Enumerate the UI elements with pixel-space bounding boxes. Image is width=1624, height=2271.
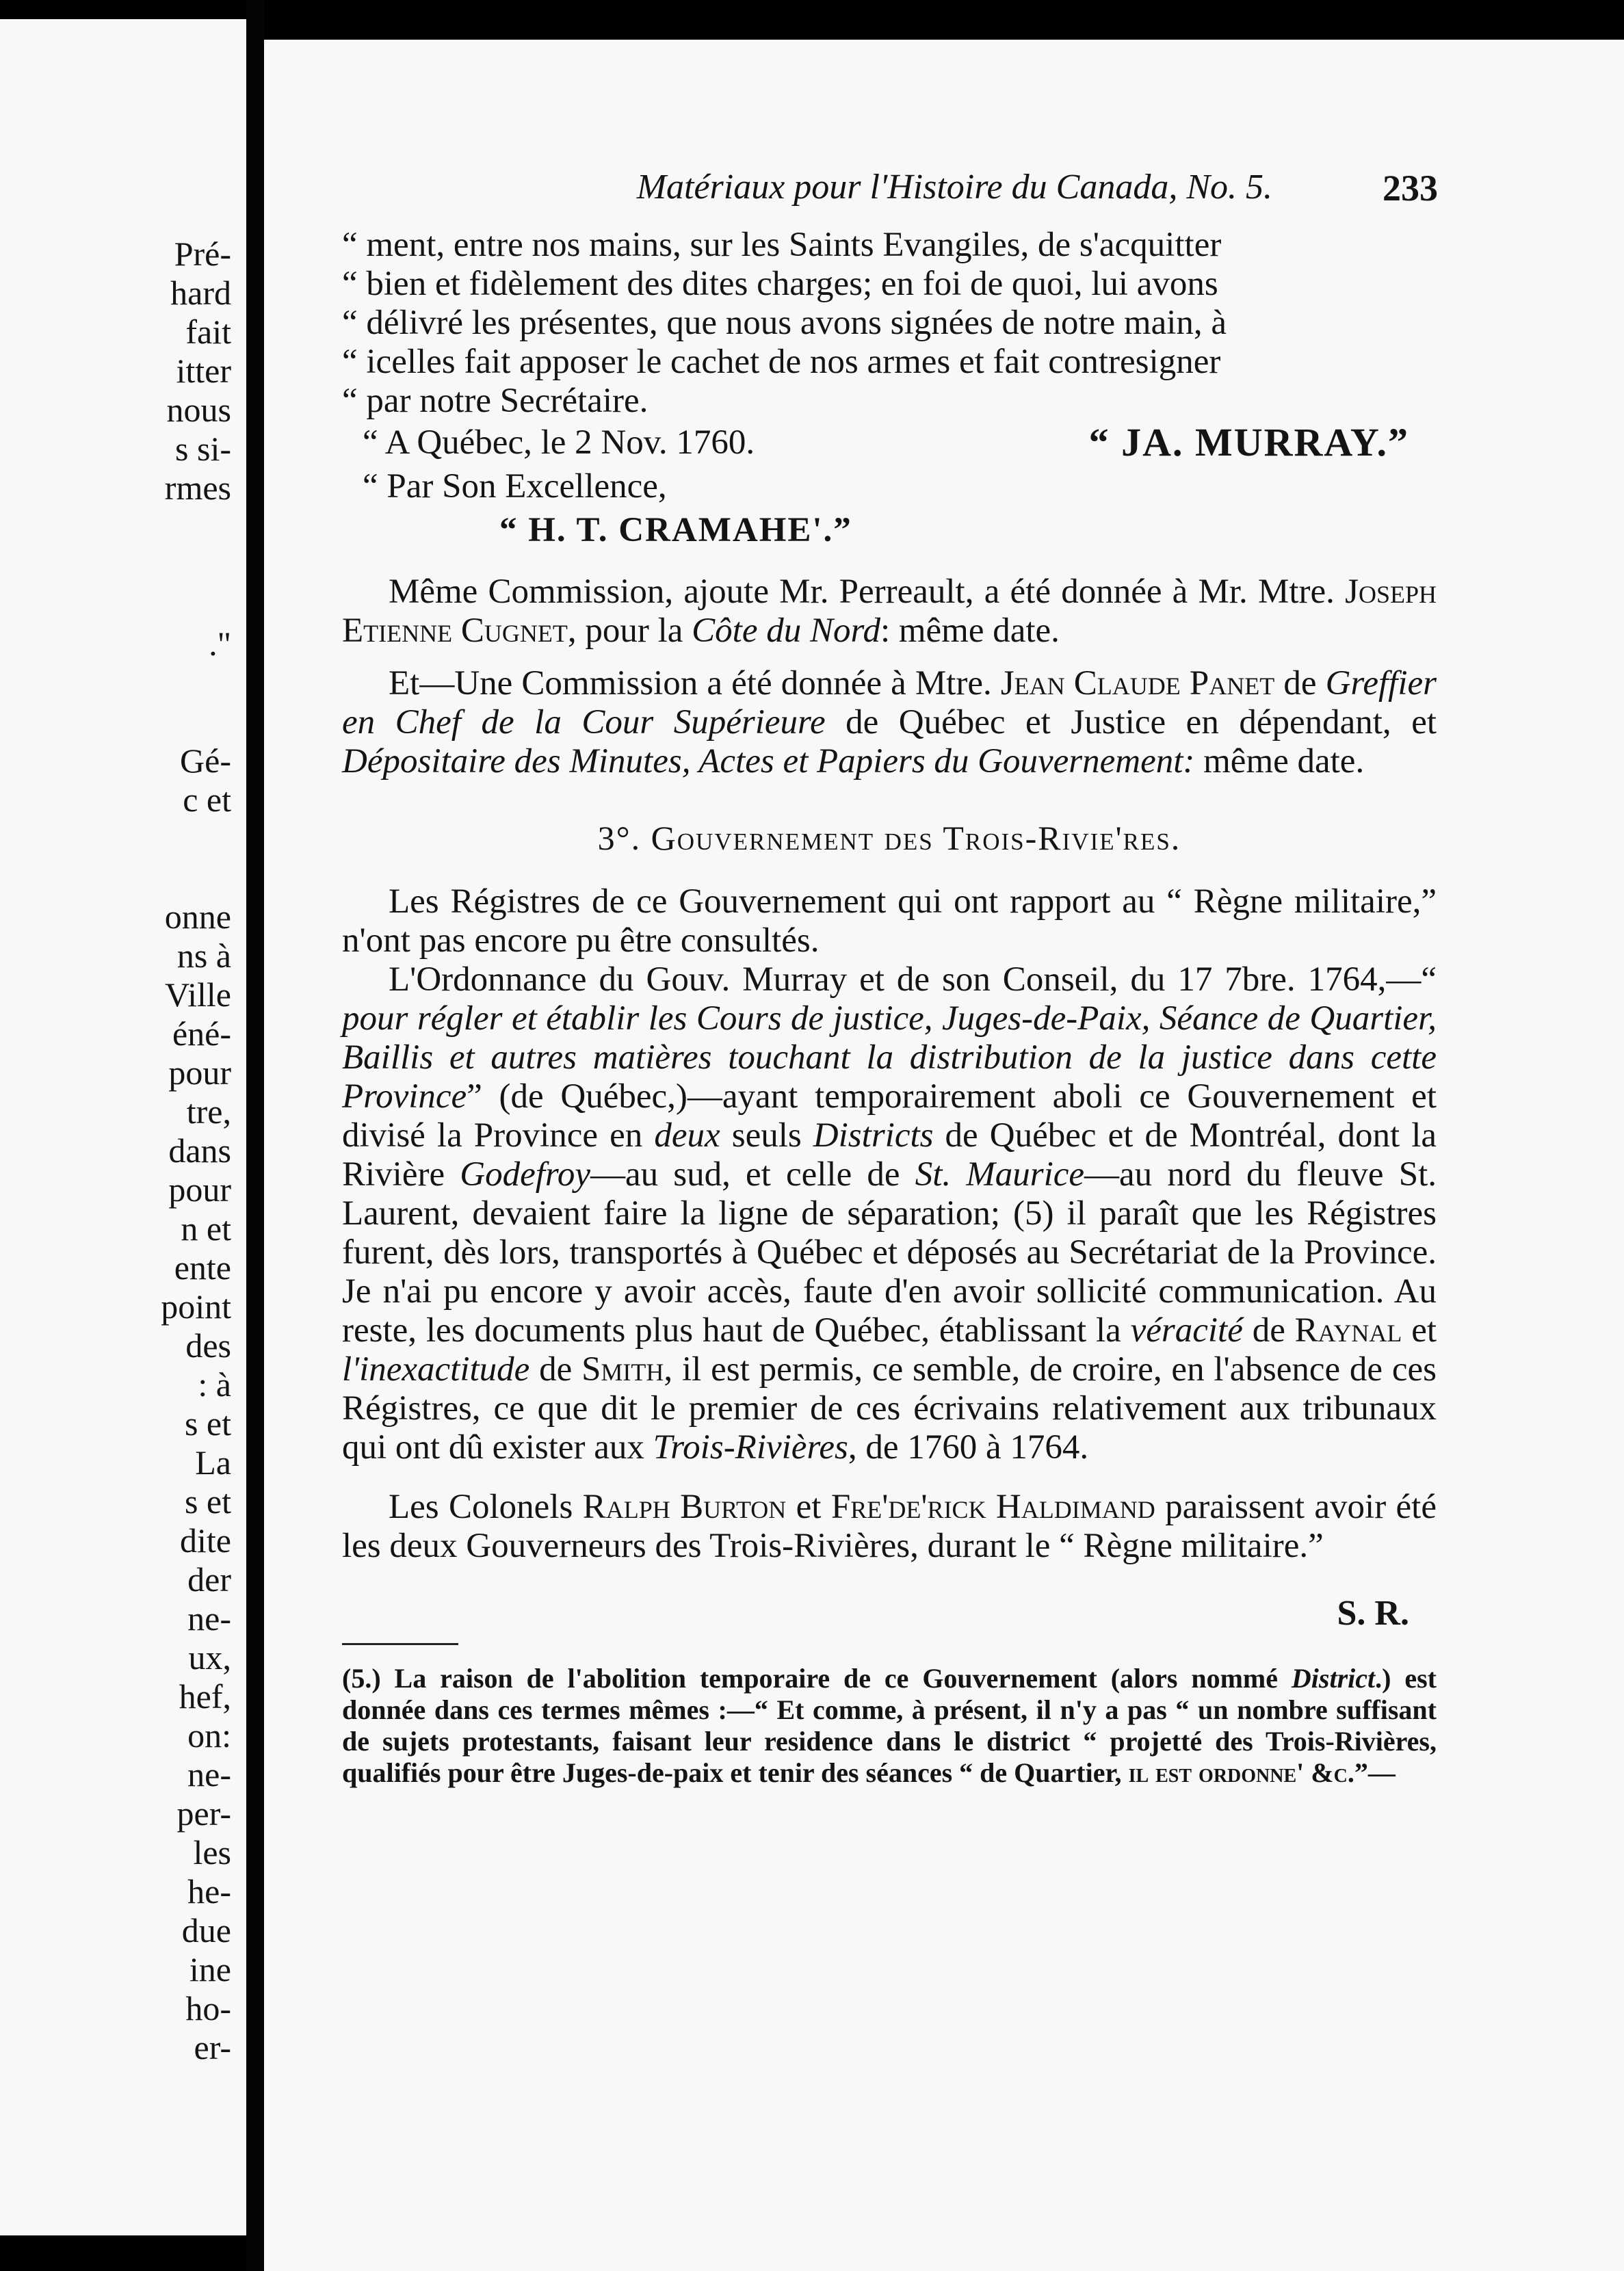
margin-fragment: s et — [184, 1482, 231, 1521]
place-name: Côte du Nord — [692, 612, 880, 650]
quote-line: “ par notre Secrétaire. — [342, 382, 649, 420]
section-heading: 3°. Gouvernement des Trois-Rivie'res. — [597, 819, 1181, 857]
quote-line: “ bien et fidèlement des dites charges; en foi de quoi, lui avons — [342, 265, 1218, 303]
margin-fragment: ux, — [188, 1638, 231, 1677]
margin-fragment: La — [195, 1443, 231, 1482]
margin-fragment: ." — [209, 625, 231, 663]
margin-fragment: der — [187, 1560, 231, 1599]
margin-fragment: s et — [184, 1404, 231, 1443]
paragraph-registres: Les Régistres de ce Gouvernement qui ont rapport au “ Règne militaire,” n'ont pas encore pu être consultés. — [342, 882, 1437, 960]
margin-fragment: n et — [181, 1209, 231, 1248]
margin-fragment: per- — [176, 1794, 231, 1833]
margin-fragment: Gé- — [180, 741, 231, 780]
margin-fragment: ine — [189, 1950, 231, 1988]
margin-fragment: pour — [168, 1053, 231, 1092]
margin-fragment: fait — [185, 313, 231, 351]
margin-fragment: he- — [187, 1872, 231, 1911]
margin-fragment: tre, — [186, 1092, 231, 1131]
footnote: (5.) La raison de l'abolition temporaire de ce Gouvernement (alors nommé District.) est donnée dans ces termes mêmes :—“ Et comme, à présent, il n'y a pas “ un nombre suffisant de sujets protestants, faisant leur residence dans le district “ projetté des Trois-Rivières, qualifiés pour être Juges-de-paix et tenir des séances “ de Quartier, il est ordonne' &c.”— — [342, 1663, 1437, 1788]
margin-fragment: rmes — [164, 469, 231, 507]
margin-fragment: : à — [198, 1365, 231, 1404]
margin-fragment: s si- — [175, 430, 231, 468]
paragraph-ordonnance: L'Ordonnance du Gouv. Murray et de son Conseil, du 17 7bre. 1764,—“ pour régler et établir les Cours de justice, Juges-de-Paix, Séance de Quartier, Baillis et autres matières touchant la distribution de la justice dans cette Province” (de Québec,)—ayant temporairement aboli ce Gouvernement et divisé la Province en deux seuls Districts de Québec et de Montréal, dont la Rivière Godefroy—au sud, et celle de St. Maurice—au nord du fleuve St. Laurent, devaient faire la ligne de séparation; (5) il paraît que les Régistres furent, dès lors, transportés à Québec et déposés au Secrétariat de la Province. Je n'ai pu encore y avoir accès, faute d'en avoir sollicité communication. Au reste, les documents plus haut de Québec, établissant la véracité de Raynal et l'inexactitude de Smith, il est permis, ce semble, de croire, en l'absence de ces Régistres, ce que dit le premier de ces écrivains relativement aux tribunaux qui ont dû exister aux Trois-Rivières, de 1760 à 1764. — [342, 960, 1437, 1467]
margin-fragment: éné- — [172, 1014, 231, 1053]
place-date: “ A Québec, le 2 Nov. 1760. — [363, 423, 755, 462]
margin-fragment: pour — [168, 1170, 231, 1209]
margin-fragment: onne — [164, 897, 231, 936]
author-initials: S. R. — [1337, 1594, 1409, 1633]
margin-fragment: Ville — [165, 975, 231, 1014]
paragraph-cugnet: Même Commission, ajoute Mr. Perreault, a été donnée à Mr. Mtre. Joseph Etienne Cugnet, pour la Côte du Nord: même date. — [342, 573, 1437, 650]
quote-line: “ ment, entre nos mains, sur les Saints Evangiles, de s'acquitter — [342, 226, 1222, 264]
quote-line: “ icelles fait apposer le cachet de nos armes et fait contresigner — [342, 343, 1221, 381]
quote-line: “ délivré les présentes, que nous avons signées de notre main, à — [342, 304, 1227, 342]
margin-fragment: ns à — [176, 936, 231, 975]
paragraph-colonels: Les Colonels Ralph Burton et Fre'de'rick Haldimand paraissent avoir été les deux Gouverneurs des Trois-Rivières, durant le “ Règne militaire.” — [342, 1488, 1437, 1565]
margin-fragment: ne- — [187, 1755, 231, 1794]
margin-fragment: c et — [183, 780, 231, 819]
margin-fragment: dite — [180, 1521, 231, 1560]
place-date-signature — [342, 421, 1437, 464]
margin-fragment: ente — [174, 1248, 231, 1287]
page-content — [342, 150, 1437, 1789]
margin-fragment: on: — [187, 1716, 231, 1755]
margin-fragment: ne- — [187, 1599, 231, 1638]
margin-fragment: er- — [194, 2028, 231, 2066]
person-name: Joseph Etienne Cugnet — [342, 573, 1437, 650]
footnote-rule — [342, 1643, 458, 1645]
person-name: Jean Claude Panet — [1000, 664, 1275, 703]
par-son-excellence: “ Par Son Excellence, — [363, 467, 667, 506]
margin-fragment: hef, — [179, 1677, 231, 1716]
book-gutter — [246, 0, 264, 2271]
commission-quote — [342, 226, 1437, 552]
margin-fragment: dans — [168, 1131, 231, 1170]
facing-page — [0, 19, 246, 2235]
margin-fragment: Pré- — [174, 235, 231, 273]
margin-fragment: point — [161, 1287, 231, 1326]
running-title: Matériaux pour l'Histoire du Canada, No. 5. — [636, 168, 1272, 207]
margin-fragment: ho- — [185, 1989, 231, 2027]
signature-murray: “ JA. MURRAY.” — [1088, 420, 1409, 464]
margin-fragment: itter — [176, 352, 231, 390]
margin-fragment: due — [181, 1911, 231, 1950]
margin-fragment: nous — [166, 391, 231, 429]
margin-fragment: les — [193, 1833, 231, 1872]
margin-fragment: des — [185, 1326, 231, 1365]
page-number: 233 — [1383, 168, 1438, 209]
margin-fragment: hard — [170, 274, 231, 312]
paragraph-panet: Et—Une Commission a été donnée à Mtre. Jean Claude Panet de Greffier en Chef de la Cour Supérieure de Québec et Justice en dépendant, et Dépositaire des Minutes, Actes et Papiers du Gouvernement: même date. — [342, 664, 1437, 780]
running-head — [342, 150, 1437, 226]
signature-cramahe: “ H. T. CRAMAHE'.” — [499, 511, 852, 549]
